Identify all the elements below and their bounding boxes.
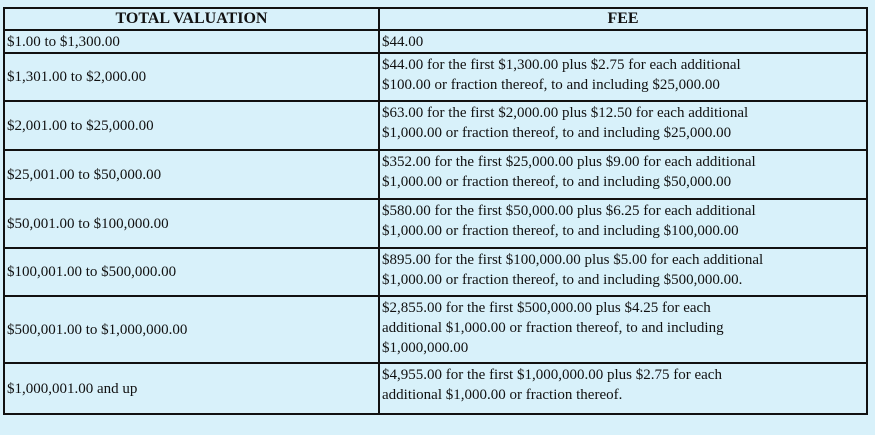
fee-cell — [379, 30, 867, 53]
fee-line: $1,000.00 or fraction thereof, to and including $25,000.00 — [382, 125, 732, 141]
fee-cell — [379, 53, 867, 101]
table-row — [4, 248, 867, 296]
fee-cell — [379, 101, 867, 150]
fee-line: $1,000,000.00 — [382, 340, 469, 356]
fee-cell — [379, 199, 867, 248]
valuation-cell: $1,301.00 to $2,000.00 — [4, 53, 379, 101]
valuation-cell: $500,001.00 to $1,000,000.00 — [4, 296, 379, 363]
valuation-cell: $1,000,001.00 and up — [4, 363, 379, 414]
fee-line: $2,855.00 for the first $500,000.00 plus $4.25 for each — [382, 300, 711, 316]
fee-line: additional $1,000.00 or fraction thereof. — [382, 387, 623, 403]
fee-line: $44.00 for the first $1,300.00 plus $2.75 for each additional — [382, 57, 741, 73]
fee-line: $1,000.00 or fraction thereof, to and including $100,000.00 — [382, 223, 739, 239]
table-row — [4, 150, 867, 199]
valuation-cell: $100,001.00 to $500,000.00 — [4, 248, 379, 296]
table-row — [4, 296, 867, 363]
table-row — [4, 101, 867, 150]
fee-line: additional $1,000.00 or fraction thereof, to and including — [382, 320, 724, 336]
fee-line: $580.00 for the first $50,000.00 plus $6.25 for each additional — [382, 203, 756, 219]
fee-cell — [379, 248, 867, 296]
fee-line: $44.00 — [382, 33, 424, 50]
fee-line: $4,955.00 for the first $1,000,000.00 plus $2.75 for each — [382, 367, 722, 383]
table-row — [4, 30, 867, 53]
fee-line: $895.00 for the first $100,000.00 plus $5.00 for each additional — [382, 252, 764, 268]
fee-cell — [379, 296, 867, 363]
valuation-cell: $25,001.00 to $50,000.00 — [4, 150, 379, 199]
fee-cell — [379, 150, 867, 199]
fee-line: $1,000.00 or fraction thereof, to and including $500,000.00. — [382, 272, 743, 288]
fee-schedule-table — [3, 7, 868, 415]
fee-line: $100.00 or fraction thereof, to and including $25,000.00 — [382, 77, 720, 93]
valuation-cell: $50,001.00 to $100,000.00 — [4, 199, 379, 248]
table-header-row — [4, 8, 867, 30]
table-row — [4, 363, 867, 414]
valuation-cell: $2,001.00 to $25,000.00 — [4, 101, 379, 150]
header-fee: FEE — [379, 8, 867, 30]
fee-line: $1,000.00 or fraction thereof, to and including $50,000.00 — [382, 174, 732, 190]
valuation-cell: $1.00 to $1,300.00 — [4, 30, 379, 53]
fee-cell — [379, 363, 867, 414]
table-row — [4, 199, 867, 248]
fee-line: $63.00 for the first $2,000.00 plus $12.50 for each additional — [382, 105, 749, 121]
header-total-valuation: TOTAL VALUATION — [4, 8, 379, 30]
table-row — [4, 53, 867, 101]
fee-line: $352.00 for the first $25,000.00 plus $9.00 for each additional — [382, 154, 756, 170]
